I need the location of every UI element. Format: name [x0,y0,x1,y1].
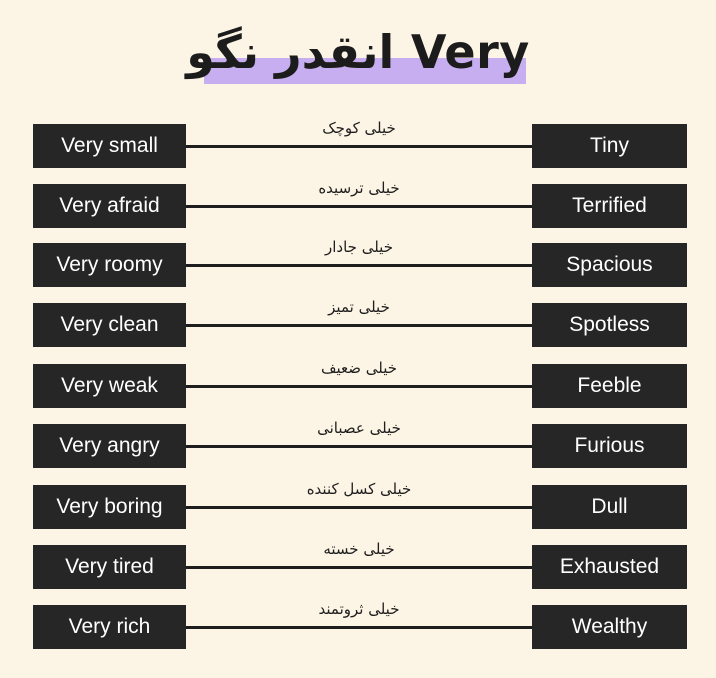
connector-line [186,506,532,509]
replacement-word-box: Furious [532,424,687,468]
very-phrase-box: Very roomy [33,243,186,287]
connector-line [186,385,532,388]
word-pair-row [0,600,716,649]
replacement-word-box: Feeble [532,364,687,408]
word-pair-row [0,540,716,589]
replacement-word-box: Tiny [532,124,687,168]
persian-meaning: خیلی خسته [323,540,395,558]
replacement-word-box: Dull [532,485,687,529]
persian-meaning: خیلی کوچک [322,119,396,137]
connector-line [186,145,532,148]
word-pair-row [0,480,716,529]
word-pair-row [0,179,716,228]
persian-meaning: خیلی کسل کننده [306,480,412,498]
connector-line [186,264,532,267]
replacement-word-box: Terrified [532,184,687,228]
very-phrase-box: Very weak [33,364,186,408]
persian-meaning: خیلی عصبانی [317,419,401,437]
very-phrase-box: Very angry [33,424,186,468]
page-title: Very انقدر نگو [186,25,530,79]
replacement-word-box: Spotless [532,303,687,347]
very-phrase-box: Very rich [33,605,186,649]
connector-line [186,205,532,208]
very-phrase-box: Very clean [33,303,186,347]
word-pair-row [0,119,716,168]
persian-meaning: خیلی ضعیف [320,359,398,377]
word-pair-row [0,419,716,468]
very-phrase-box: Very afraid [33,184,186,228]
word-pair-row [0,238,716,287]
very-phrase-box: Very tired [33,545,186,589]
title-block [0,14,716,94]
connector-line [186,626,532,629]
connector-line [186,566,532,569]
replacement-word-box: Exhausted [532,545,687,589]
replacement-word-box: Wealthy [532,605,687,649]
persian-meaning: خیلی تمیز [328,298,390,316]
connector-line [186,324,532,327]
replacement-word-box: Spacious [532,243,687,287]
very-phrase-box: Very small [33,124,186,168]
connector-line [186,445,532,448]
persian-meaning: خیلی ثروتمند [318,600,400,618]
very-phrase-box: Very boring [33,485,186,529]
word-pair-row [0,359,716,408]
word-pair-row [0,298,716,347]
persian-meaning: خیلی جادار [325,238,393,256]
persian-meaning: خیلی ترسیده [318,179,400,197]
